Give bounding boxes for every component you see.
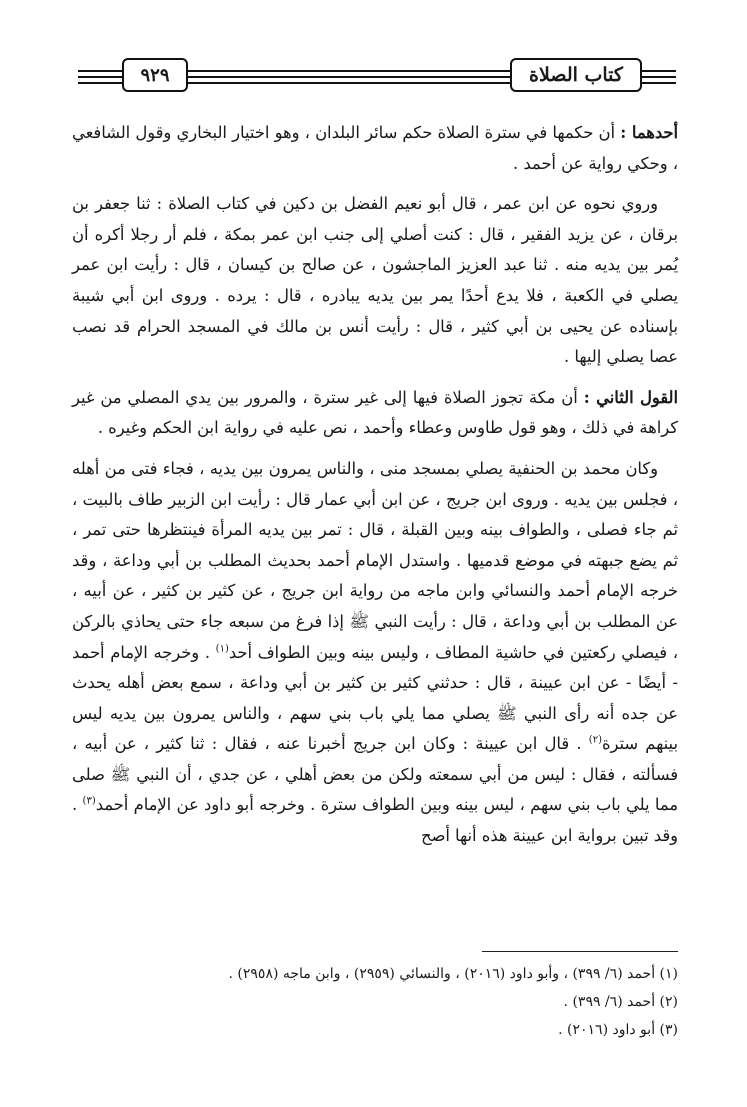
- paragraph-lead: أحدهما :: [620, 123, 678, 142]
- footnotes: [150, 960, 678, 1044]
- paragraph: [72, 454, 678, 852]
- main-text: [72, 118, 678, 862]
- footnote-ref[interactable]: (١): [215, 643, 229, 655]
- paragraph-text: وكان محمد بن الحنفية يصلي بمسجد منى ، والناس يمرون بين يديه ، فجاء فتى من أهله ، فجلس بين يديه . وروى ابن جريج ، عن ابن أبي عمار قال : رأيت ابن الزبير طاف بالبيت ، ثم جاء فصلى ، والطواف بينه وبين القبلة ، قال : تمر بين يديه المرأة فينتظرها حتى تمر ، ثم يضع جبهته في موضع قدميها . واستدل الإمام أحمد بحديث المطلب بن أبي وداعة ، وقد خرجه الإمام أحمد والنسائي وابن ماجه من رواية ابن جريج ، عن كثير بن كثير ، عن أبيه ، عن المطلب بن أبي وداعة ، قال : رأيت النبي ﷺ إذا فرغ من سبعه جاء حتى يحاذي بالركن ، فيصلي ركعتين في حاشية المطاف ، وليس بينه وبين الطواف أحد: [72, 458, 678, 662]
- footnote-ref[interactable]: (٣): [82, 796, 96, 808]
- paragraph-text: أن حكمها في سترة الصلاة حكم سائر البلدان ، وهو اختيار البخاري وقول الشافعي ، وحكي رواية عن أحمد .: [72, 123, 678, 173]
- footnote-divider: [482, 951, 678, 952]
- footnote-item: (٢) أحمد (٦/ ٣٩٩) .: [563, 994, 678, 1010]
- paragraph: [72, 118, 678, 179]
- paragraph: [72, 383, 678, 444]
- footnote-item: (٣) أبو داود (٢٠١٦) .: [558, 1022, 678, 1038]
- paragraph-text: . وخرجه الإمام أحمد - أيضًا - عن ابن عيينة ، قال : حدثني كثير بن كثير بن أبي وداعة ، سمع بعض أهله يحدث عن جده أنه رأى النبي ﷺ يصلي مما يلي باب بني سهم ، والناس يمرون بين يديه ليس بينهم سترة: [72, 642, 678, 754]
- paragraph-text: . وقد تبين برواية ابن عيينة هذه أنها أصح: [72, 795, 678, 846]
- page-number: ٩٢٩: [122, 58, 188, 92]
- footnote-ref[interactable]: (٢): [588, 734, 602, 746]
- footnote-item: (١) أحمد (٦/ ٣٩٩) ، وأبو داود (٢٠١٦) ، والنسائي (٢٩٥٩) ، وابن ماجه (٢٩٥٨) .: [228, 966, 678, 982]
- paragraph-lead: القول الثاني :: [583, 387, 678, 407]
- paragraph-text: وروي نحوه عن ابن عمر ، قال أبو نعيم الفضل بن دكين في كتاب الصلاة : ثنا جعفر بن برقان ، عن يزيد الفقير ، قال : كنت أصلي إلى جنب ابن عمر بمكة ، فلم أر رجلا أكره أن يُمر بين يديه منه . ثنا عبد العزيز الماجشون ، عن صالح بن كيسان ، قال : رأيت ابن عمر يصلي في الكعبة ، فلا يدع أحدًا يمر بين يديه يبادره ، قال : يرده . وروى ابن أبي شيبة بإسناده عن يحيى بن أبي كثير ، قال : رأيت أنس بن مالك في المسجد الحرام قد نصب عصا يصلي إليها .: [72, 194, 678, 367]
- paragraph: [72, 189, 678, 373]
- paragraph-text: أن مكة تجوز الصلاة فيها إلى غير سترة ، والمرور بين يدي المصلي من غير كراهة في ذلك ، وهو قول طاوس وعطاء وأحمد ، نص عليه في رواية ابن الحكم وغيره .: [72, 387, 678, 438]
- chapter-title: كتاب الصلاة: [510, 58, 642, 92]
- paragraph-text: . قال ابن عيينة : وكان ابن جريج أخبرنا عنه ، فقال : ثنا كثير ، عن أبيه ، فسألته ، فقال : ليس من أبي سمعته ولكن من بعض أهلي ، عن جدي ، أن النبي ﷺ صلى مما يلي باب بني سهم ، ليس بينه وبين الطواف سترة . وخرجه أبو داود عن الإمام أحمد: [72, 734, 678, 815]
- page-header: [78, 56, 676, 96]
